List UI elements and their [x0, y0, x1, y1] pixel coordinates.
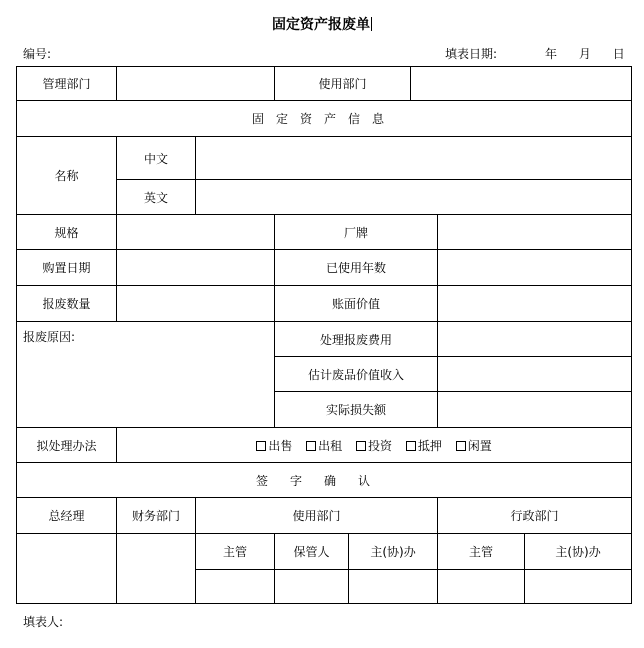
purchase-date-field[interactable]	[117, 250, 275, 286]
supervisor-sign-field[interactable]	[196, 570, 275, 604]
est-scrap-income-field[interactable]	[438, 357, 632, 392]
use-dept-label: 使用部门	[275, 67, 411, 101]
book-value-label: 账面价值	[275, 286, 438, 322]
custodian-label: 保管人	[275, 534, 349, 570]
signature-header: 签字确认	[17, 463, 632, 498]
admin-handler-label: 主(协)办	[525, 534, 632, 570]
handler-label: 主(协)办	[349, 534, 438, 570]
date-parts	[545, 45, 625, 62]
number-label: 编号:	[23, 47, 52, 61]
checkbox-icon[interactable]	[256, 441, 266, 451]
scrap-qty-field[interactable]	[117, 286, 275, 322]
actual-loss-label: 实际损失额	[275, 392, 438, 428]
brand-field[interactable]	[438, 215, 632, 250]
use-dept-sign-label: 使用部门	[196, 498, 438, 534]
filler-label: 填表人:	[23, 615, 64, 629]
est-scrap-income-label: 估计废品价值收入	[275, 357, 438, 392]
proposed-method-label: 拟处理办法	[17, 428, 117, 463]
custodian-sign-field[interactable]	[275, 570, 349, 604]
scrap-reason-field[interactable]	[17, 322, 275, 428]
chinese-name-field[interactable]	[196, 137, 632, 180]
gm-label: 总经理	[17, 498, 117, 534]
spec-field[interactable]	[117, 215, 275, 250]
checkbox-icon[interactable]	[406, 441, 416, 451]
option-invest[interactable]: 投资	[356, 439, 392, 453]
name-label: 名称	[17, 137, 117, 215]
year-label: 年	[545, 47, 558, 61]
mgmt-dept-label: 管理部门	[17, 67, 117, 101]
years-used-field[interactable]	[438, 250, 632, 286]
english-name-field[interactable]	[196, 180, 632, 215]
mgmt-dept-field[interactable]	[117, 67, 275, 101]
actual-loss-field[interactable]	[438, 392, 632, 428]
finance-sign-field[interactable]	[117, 534, 196, 604]
fill-date-label: 填表日期:	[445, 47, 498, 61]
admin-supervisor-label: 主管	[438, 534, 525, 570]
scrap-reason-label: 报废原因:	[23, 330, 76, 344]
purchase-date-label: 购置日期	[17, 250, 117, 286]
scrap-form-table	[16, 66, 632, 604]
admin-handler-sign-field[interactable]	[525, 570, 632, 604]
finance-dept-label: 财务部门	[117, 498, 196, 534]
english-label: 英文	[117, 180, 196, 215]
option-sell[interactable]: 出售	[256, 439, 292, 453]
option-idle[interactable]: 闲置	[456, 439, 492, 453]
month-label: 月	[578, 47, 591, 61]
disposal-cost-label: 处理报废费用	[275, 322, 438, 357]
checkbox-icon[interactable]	[306, 441, 316, 451]
asset-info-header: 固定资产信息	[17, 101, 632, 137]
scrap-qty-label: 报废数量	[17, 286, 117, 322]
spec-label: 规格	[17, 215, 117, 250]
admin-supervisor-sign-field[interactable]	[438, 570, 525, 604]
book-value-field[interactable]	[438, 286, 632, 322]
document-title: 固定资产报废单	[272, 17, 370, 33]
checkbox-icon[interactable]	[456, 441, 466, 451]
supervisor-label: 主管	[196, 534, 275, 570]
use-dept-field[interactable]	[411, 67, 632, 101]
text-caret	[371, 17, 372, 31]
gm-sign-field[interactable]	[17, 534, 117, 604]
option-mortgage[interactable]: 抵押	[406, 439, 442, 453]
day-label: 日	[612, 47, 625, 61]
checkbox-icon[interactable]	[356, 441, 366, 451]
option-rent[interactable]: 出租	[306, 439, 342, 453]
years-used-label: 已使用年数	[275, 250, 438, 286]
brand-label: 厂牌	[275, 215, 438, 250]
handler-sign-field[interactable]	[349, 570, 438, 604]
admin-dept-label: 行政部门	[438, 498, 632, 534]
chinese-label: 中文	[117, 137, 196, 180]
disposal-options	[117, 428, 632, 463]
disposal-cost-field[interactable]	[438, 322, 632, 357]
